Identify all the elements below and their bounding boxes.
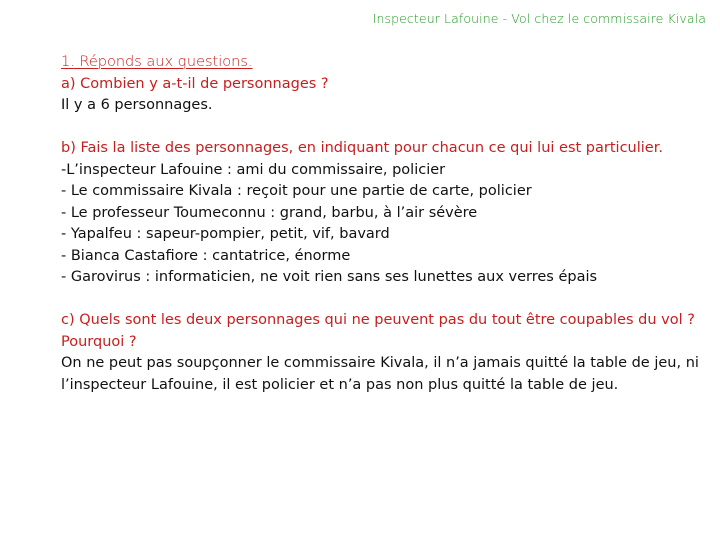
list-item: - Le commissaire Kivala : reçoit pour une partie de carte, policier bbox=[61, 183, 532, 199]
spacer bbox=[61, 117, 711, 139]
question-b: b) Fais la liste des personnages, en indiquant pour chacun ce qui lui est particulier. bbox=[61, 140, 663, 156]
list-item: -L’inspecteur Lafouine : ami du commissaire, policier bbox=[61, 161, 446, 178]
section-title: 1. Réponds aux questions. bbox=[61, 54, 253, 70]
question-a: a) Combien y a-t-il de personnages ? bbox=[61, 75, 329, 92]
answer-c: On ne peut pas soupçonner le commissaire Kivala, il n’a jamais quitté la table de jeu, ni l’inspecteur Lafouine, il est policier et n’a pas non plus quitté la table de jeu. bbox=[61, 355, 699, 393]
list-item: - Le professeur Toumeconnu : grand, barbu, à l’air sévère bbox=[61, 204, 478, 221]
document-header: Inspecteur Lafouine - Vol chez le commissaire Kivala bbox=[372, 11, 706, 26]
list-item: - Yapalfeu : sapeur-pompier, petit, vif, bavard bbox=[61, 226, 390, 242]
list-item: - Bianca Castafiore : cantatrice, énorme bbox=[61, 247, 351, 264]
answer-a: Il y a 6 personnages. bbox=[61, 97, 213, 113]
document-body bbox=[61, 52, 711, 396]
list-item: - Garovirus : informaticien, ne voit rien sans ses lunettes aux verres épais bbox=[61, 269, 598, 285]
spacer bbox=[61, 289, 711, 311]
question-c: c) Quels sont les deux personnages qui ne peuvent pas du tout être coupables du vol ? Pourquoi ? bbox=[61, 312, 695, 350]
character-list bbox=[61, 160, 711, 289]
